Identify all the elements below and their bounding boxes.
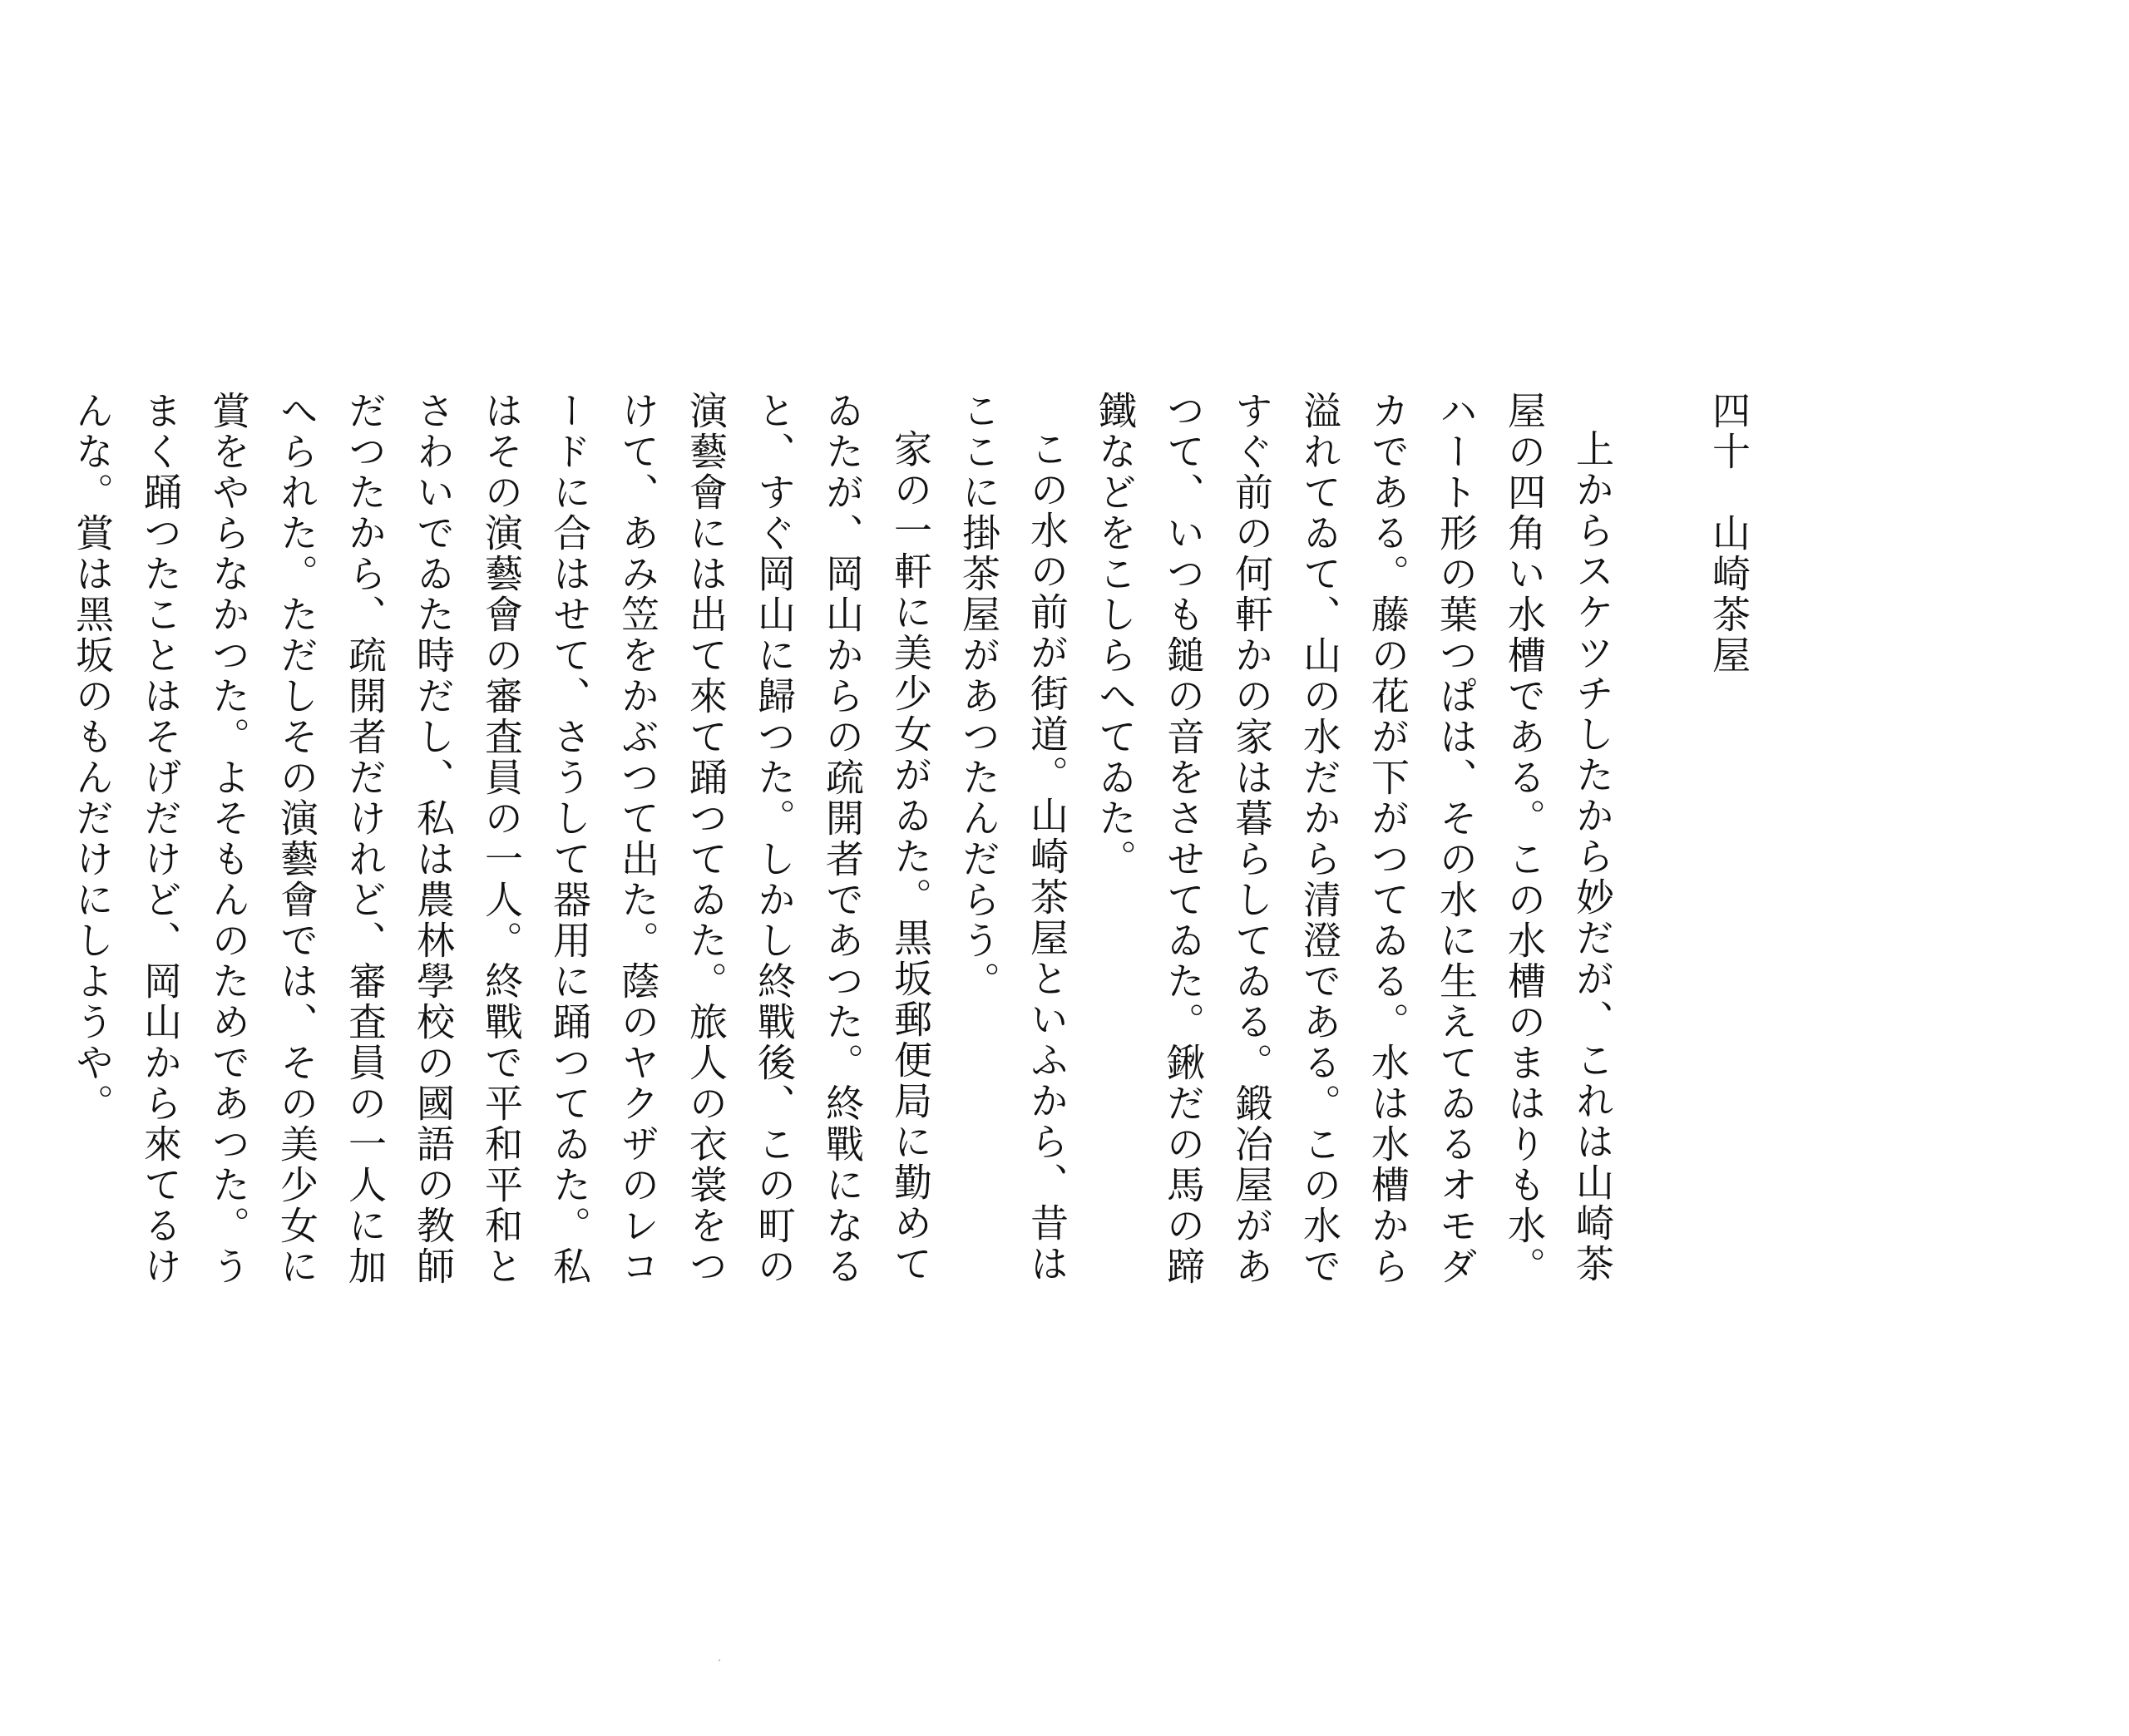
chapter-title: 四十 山崎茶屋: [1707, 391, 1751, 676]
page-speck: [719, 1660, 720, 1661]
vertical-text-block: [58, 391, 1763, 1305]
paragraph: この水の前が街道。山崎茶屋といふから、昔はここに掛茶屋があつたんだらう。: [956, 391, 1069, 1285]
paragraph: 家の一軒に美少女がゐた。黒坂郵便局に勤めてゐたが、岡山からの疏開者であつた。終戰になると、すぐ岡山に歸つた。しかし終戰後、この町の演藝會には出て來て踊つてゐた。旅人の衣裳をつけて、あみ笠をかぶつて出た。蔭のヤクザのレコードに合はせて、さうして器用に踊つてゐた。私はその演藝會の審査員の一人。終戰で平和平和とさわいでゐた時だし、私は農林學校の國語の教師だつたから、疏開者だけれど、審査員の一人に加へられた。ただしその演藝會では、その美少女に賞をやらなかつた。よそもんのためであつた。うまく踊つたことはそげだけど、岡山から來てるけんな。賞は黑坂のもんだけにしようや。: [70, 391, 933, 1287]
paragraph: 上からスケツチしたから妙だが、これは山崎茶屋の四角い水槽である。この水槽のまはりも水。ハート形の葉つぱは、その水に生えてゐるオモダカである。藤の花が下がつてゐる。水は水槽から溢れてゐて、山の水だから清澄である。この水ですぐ前の何軒かの家は暮らしてゐる。鍛冶屋があつて、いつも鎚の音をさせてゐた。鍬だの馬の蹄鐵などをこしらへてゐた。: [1093, 391, 1615, 1287]
